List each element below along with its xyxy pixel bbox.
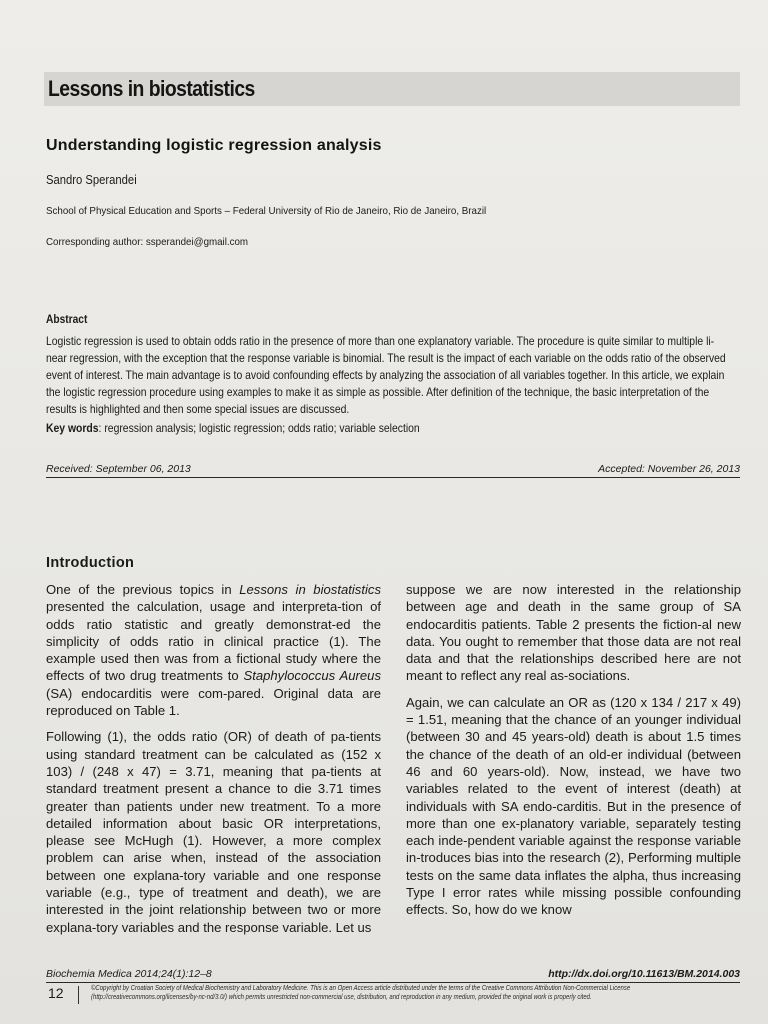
abstract-line: event of interest. The main advantage is to avoid confounding effects by analyzing the association of all variables together. In this article, we explain (46, 368, 725, 382)
body-column-left (46, 581, 381, 945)
body-paragraph: Again, we can calculate an OR as (120 x 134 / 217 x 49) = 1.51, meaning that the chance of an younger individual (between 30 and 45 years-old) death is about 1.5 times the chance of the death of an old-er individual (between 46 and 60 years-old). Now, instead, we have two variables related to the event of interest (death) at individuals with SA endo-carditis. But in the presence of more than one ex-planatory variable, separately testing each inde-pendent variable against the response variable in-troduces bias into the research (2), Performing multiple tests on the same data inflates the alpha, thus increasing Type I error rates while missing possible confounding effects. So, how do we know (406, 694, 741, 918)
abstract-line: Logistic regression is used to obtain odds ratio in the presence of more than one explanatory variable. The procedure is quite similar to multiple li- (46, 334, 715, 348)
text-run: One of the previous topics in (46, 582, 240, 597)
keywords-label: Key words (46, 421, 99, 435)
text-run: (SA) endocarditis were com-pared. Original data are reproduced on Table 1. (46, 685, 381, 719)
page-number: 12 (48, 985, 64, 1001)
article-dates (46, 461, 740, 478)
abstract-line: results is highlighted and then some special issues are discussed. (46, 402, 350, 416)
abstract-line: the logistic regression procedure using examples to make it as simple as possible. After definition of the technique, the basic interpretation of the (46, 385, 710, 399)
body-paragraph: suppose we are now interested in the relationship between age and death in the same group of SA endocarditis patients. Table 2 presents the fiction-al new data. You ought to remember that those data are not real data and that the relationships described here are not meant to reflect any real as-sociations. (406, 582, 741, 684)
italic-text: Staphylococcus Aureus (243, 668, 381, 684)
italic-text: Lessons in biostatistics (239, 582, 381, 597)
abstract-line: near regression, with the exception that the response variable is binomial. The result is the impact of each variable on the odds ratio of the observed (46, 351, 726, 365)
author-name: Sandro Sperandei (46, 173, 137, 187)
copyright-line: (http://creativecommons.org/licenses/by-nc-nd/3.0/) which permits unrestricted non-commercial use, distribution, and reproduction in any medium, provided the original work is properly cited. (91, 994, 592, 1001)
doi-link[interactable]: http://dx.doi.org/10.11613/BM.2014.003 (548, 968, 740, 980)
footer-divider (78, 986, 79, 1004)
accepted-date: Accepted: November 26, 2013 (598, 463, 740, 475)
section-banner (44, 72, 740, 106)
journal-citation: Biochemia Medica 2014;24(1):12–8 (46, 968, 212, 980)
abstract-body (46, 333, 739, 418)
received-date: Received: September 06, 2013 (46, 463, 191, 475)
introduction-heading: Introduction (46, 555, 135, 571)
abstract-heading: Abstract (46, 312, 88, 326)
author-affiliation: School of Physical Education and Sports – Federal University of Rio de Janeiro, Rio de Janeiro, Brazil (46, 205, 487, 217)
keywords (46, 421, 420, 435)
section-title: Lessons in biostatistics (48, 76, 255, 101)
body-paragraph: Following (1), the odds ratio (OR) of death of pa-tients using standard treatment can be calculated as (152 x 103) / (248 x 47) = 3.71, meaning that pa-tients at standard treatment present a chance to die 3.71 times greater than patients under new treatment. To a more detailed information about basic OR interpretations, please see McHugh (1). However, a more complex problem can arise when, instead of the association between one explana-tory variable and one response variable (e.g., type of treatment and death), we are interested in the joint relationship between two or more explana-tory variables and the response variable. Let us (46, 729, 381, 935)
body-paragraph (46, 581, 381, 719)
body-column-right (406, 581, 741, 928)
copyright-line: ©Copyright by Croatian Society of Medical Biochemistry and Laboratory Medicine. This is an Open Access article distributed under the terms of the Creative Commons Attribution Non-Commercial License (91, 985, 631, 992)
corresponding-author: Corresponding author: ssperandei@gmail.com (46, 236, 249, 248)
footer-citation (46, 968, 740, 983)
text-run: presented the calculation, usage and interpreta-tion of odds ratio statistic and greatly demonstrat-ed the simplicity of odds ratio in clinical practice (1). The example used then was from a fictional study where the effects of two drug treatments to (46, 599, 381, 684)
copyright-notice (91, 984, 741, 1002)
keywords-list: : regression analysis; logistic regression; odds ratio; variable selection (98, 421, 420, 435)
article-title: Understanding logistic regression analysis (46, 137, 382, 154)
